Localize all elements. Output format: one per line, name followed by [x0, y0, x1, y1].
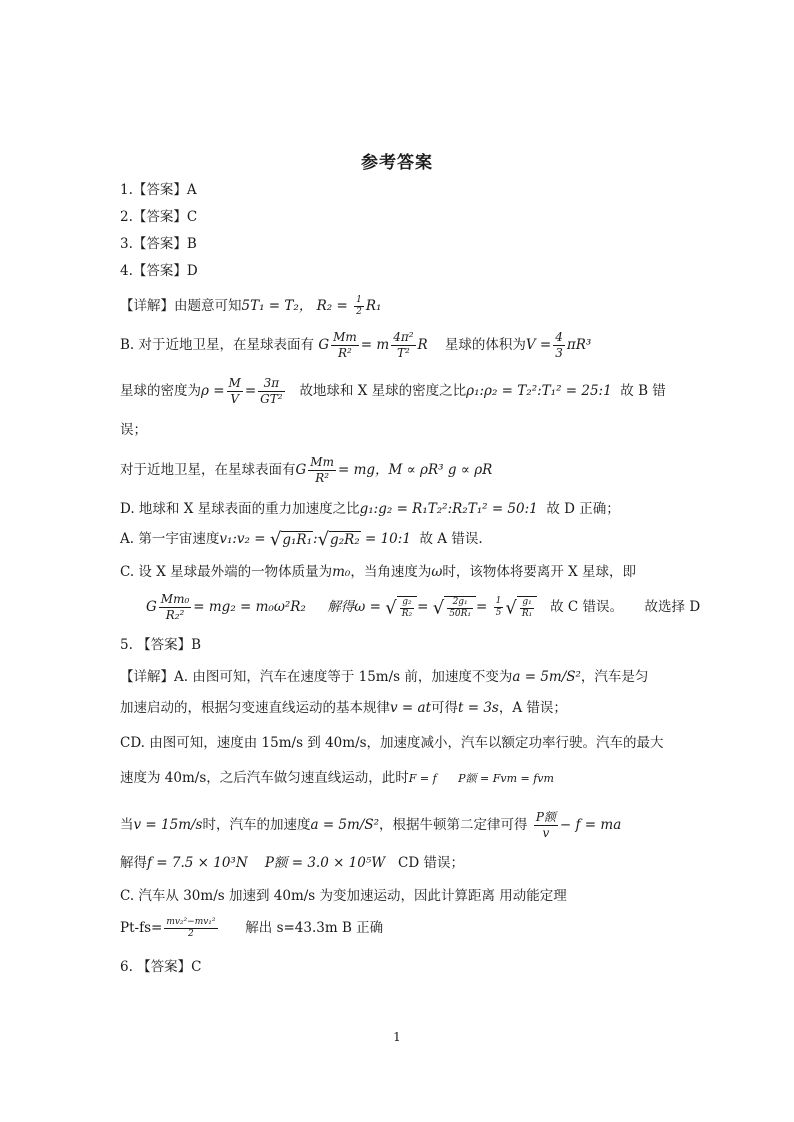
page-title: 参考答案 [361, 153, 433, 173]
q4-c-line: C. 设 X 星球最外端的一物体质量为m₀，当角速度为ω时，该物体将要离开 X 星球，即 [120, 564, 637, 580]
q4-g-line: 对于近地卫星，在星球表面有G $\frac{Mm}{\text{R²}}$ = mg，M ∝ ρR³ g ∝ ρR [120, 455, 493, 485]
q5-when-line: 当v = 15m/s时，汽车的加速度a = 5m/S²，根据牛顿第二定律可得 $\frac{\text{P额}}{v}$ − f = ma [120, 810, 622, 840]
q4-density-line: 星球的密度为ρ = $\frac{M}{V}$ = $\frac{3\pi}{\text{GT²}}$ 故地球和 X 星球的密度之比ρ₁:ρ₂ = T₂²:T₁² = 25:1 故 B 错 [120, 376, 666, 406]
answer-3: 3.【答案】B [120, 236, 197, 252]
q5-detail-a: 【详解】A. 由图可知，汽车在速度等于 15m/s 前，加速度不变为a = 5m/S²，汽车是匀 [120, 669, 649, 685]
q4-a-line: A. 第一宇宙速度v₁:v₂ = √g₁R₁:√g₂R₂ = 10:1 故 A 错误. [120, 529, 483, 550]
answer-1: 1.【答案】A [120, 182, 197, 198]
q4-b-wrong-cont: 误； [120, 422, 147, 438]
q4-b-line: B. 对于近地卫星，在星球表面有 G $\frac{Mm}{\text{R²}}$ = m $\frac{\text{4π²}}{\text{T²}}$ R 星球的体积为V = $\frac{4}{3}$ πR³ [120, 330, 592, 360]
q5-detail-a2: 加速启动的，根据匀变速直线运动的基本规律v = at可得t = 3s，A 错误； [120, 700, 567, 716]
answer-4: 4.【答案】D [120, 263, 198, 279]
q5-cd-line: CD. 由图可知，速度由 15m/s 到 40m/s，加速度减小，汽车以额定功率行驶。汽车的最大 [120, 735, 664, 751]
q5-solve-line: 解得f = 7.5 × 10³N P额 = 3.0 × 10⁵W CD 错误； [120, 855, 464, 871]
q4-d-line: D. 地球和 X 星球表面的重力加速度之比g₁:g₂ = R₁T₂²:R₂T₁² = 50:1 故 D 正确； [120, 501, 620, 517]
q4-detail: 【详解】由题意可知5T₁ = T₂， R₂ = $\frac{1}{2}$ R₁ [120, 295, 382, 317]
answer-2: 2.【答案】C [120, 209, 198, 225]
answer-6: 6. 【答案】C [120, 959, 202, 975]
page-number: 1 [393, 1030, 401, 1044]
q4-c-equation: G $\frac{\text{Mm₀}}{\text{R₂²}}$ = mg₂ = m₀ω²R₂ 解得ω = √ $\frac{\text{g₂}}{\text{R₂}}$ = √ $\frac{\text{2g₁}}{\text{50R₁}}$ = $\frac{1}{5}$ √ $\frac{\text{g₁}}{\text{R₁}}$ 故 C 错误。 故选择 D [146, 592, 701, 622]
q5-pt-line: Pt-fs= $\frac{\text{mv₂²−mv₁²}}{2}$ 解出 s=43.3m B 正确 [120, 917, 384, 939]
q5-c-line: C. 汽车从 30m/s 加速到 40m/s 为变加速运动，因此计算距离 用动能定理 [120, 888, 567, 904]
answer-5: 5. 【答案】B [120, 637, 202, 653]
q5-cd-line2: 速度为 40m/s，之后汽车做匀速直线运动，此时F = f P额 = Fvm = fvm [120, 770, 554, 786]
